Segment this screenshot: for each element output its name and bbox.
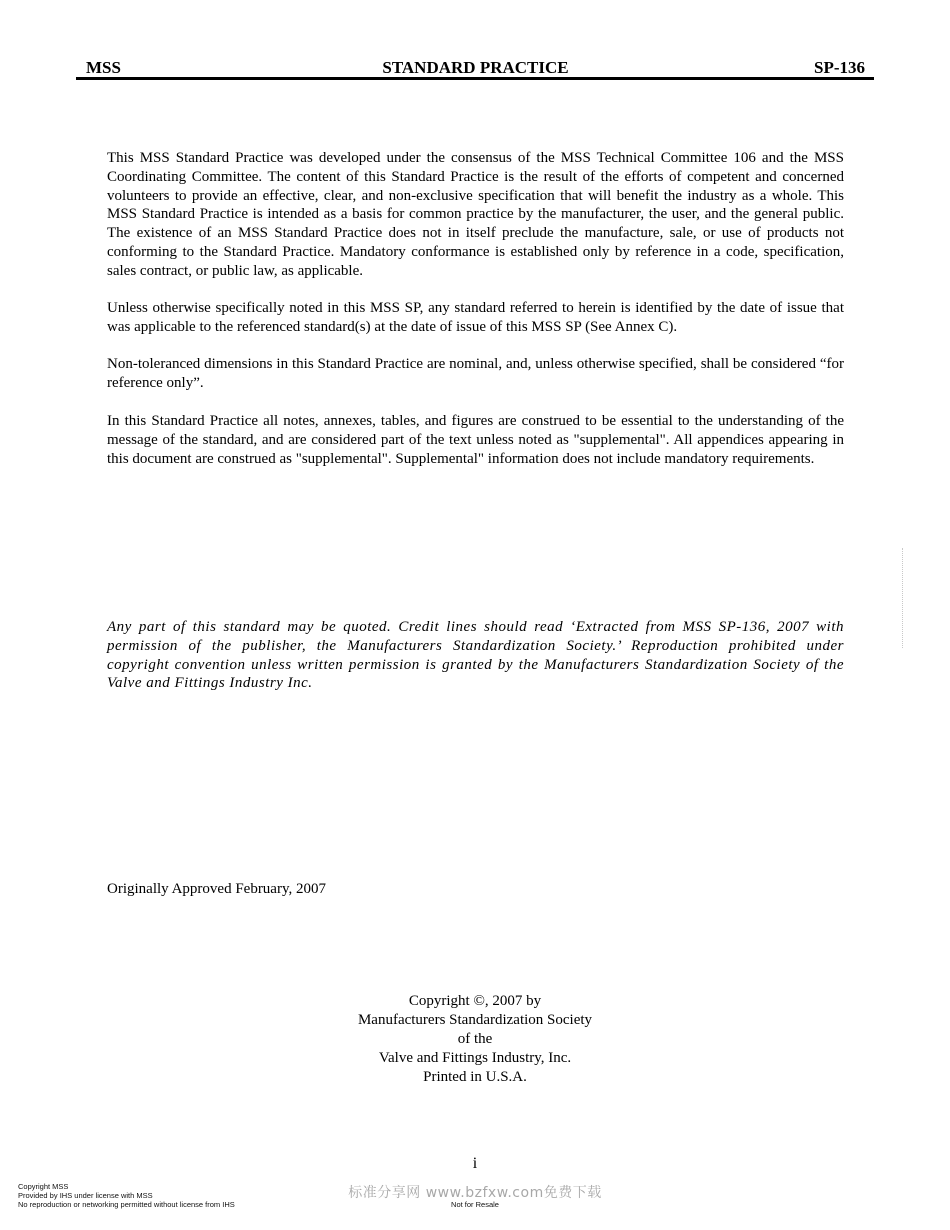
paragraph-referenced-standards: Unless otherwise specifically noted in this MSS SP, any standard referred to herein is identified by the date of issue that was applicable to the referenced standard(s) at the date of issue of this MSS SP (See Annex C). — [107, 300, 844, 335]
margin-scan-mark — [902, 548, 911, 648]
paragraph-consensus: This MSS Standard Practice was developed under the consensus of the MSS Technical Committee 106 and the MSS Coordinating Committee. The content of this Standard Practice is the result of the efforts of competent and concerned volunteers to provide an effective, clear, and non-exclusive specification that will benefit the industry as a whole. This MSS Standard Practice is intended as a basis for common practice by the manufacturer, the user, and the general public. The existence of an MSS Standard Practice does not in itself preclude the manufacture, sale, or use of products not conforming to the Standard Practice. Mandatory conformance is established only by reference in a code, specification, sales contract, or public law, as applicable. — [107, 150, 844, 279]
license-line: Provided by IHS under license with MSS — [18, 1191, 153, 1200]
page-number: i — [472, 1155, 478, 1172]
approval-date: Originally Approved February, 2007 — [107, 881, 326, 897]
copyright-line: Copyright ©, 2007 by — [408, 993, 542, 1009]
header-title: STANDARD PRACTICE — [382, 58, 569, 77]
header-org: MSS — [86, 58, 121, 77]
copyright-line: Manufacturers Standardization Society — [357, 1012, 593, 1028]
copyright-block — [0, 992, 950, 1087]
license-line: No reproduction or networking permitted without license from IHS — [18, 1200, 235, 1209]
header-doc-number: SP-136 — [814, 58, 865, 77]
copyright-line: Valve and Fittings Industry, Inc. — [378, 1050, 572, 1066]
copyright-line: Printed in U.S.A. — [423, 1069, 527, 1085]
quotation-notice: Any part of this standard may be quoted. Credit lines should read ‘Extracted from MSS SP-136, 2007 with permission of the publisher, the Manufacturers Standardization Society.’ Reproduction prohibited under copyright convention unless written permission is granted by the Manufacturers Standardization Society of the Valve and Fittings Industry Inc. — [107, 619, 844, 692]
watermark-text: 标准分享网 www.bzfxw.com免费下载 — [348, 1185, 602, 1201]
license-line: Copyright MSS — [18, 1182, 69, 1191]
paragraph-notes-annexes: In this Standard Practice all notes, annexes, tables, and figures are construed to be essential to the understanding of the message of the standard, and are considered part of the text unless noted as "supplemental". All appendices appearing in this document are construed as "supplemental". Supplemental" information does not include mandatory requirements. — [107, 413, 844, 467]
not-for-resale-label: Not for Resale — [451, 1200, 499, 1209]
header-rule — [76, 77, 874, 80]
page-header — [78, 56, 873, 78]
paragraph-non-toleranced: Non-toleranced dimensions in this Standard Practice are nominal, and, unless otherwise specified, shall be considered “for reference only”. — [107, 356, 844, 391]
copyright-line: of the — [457, 1031, 493, 1047]
